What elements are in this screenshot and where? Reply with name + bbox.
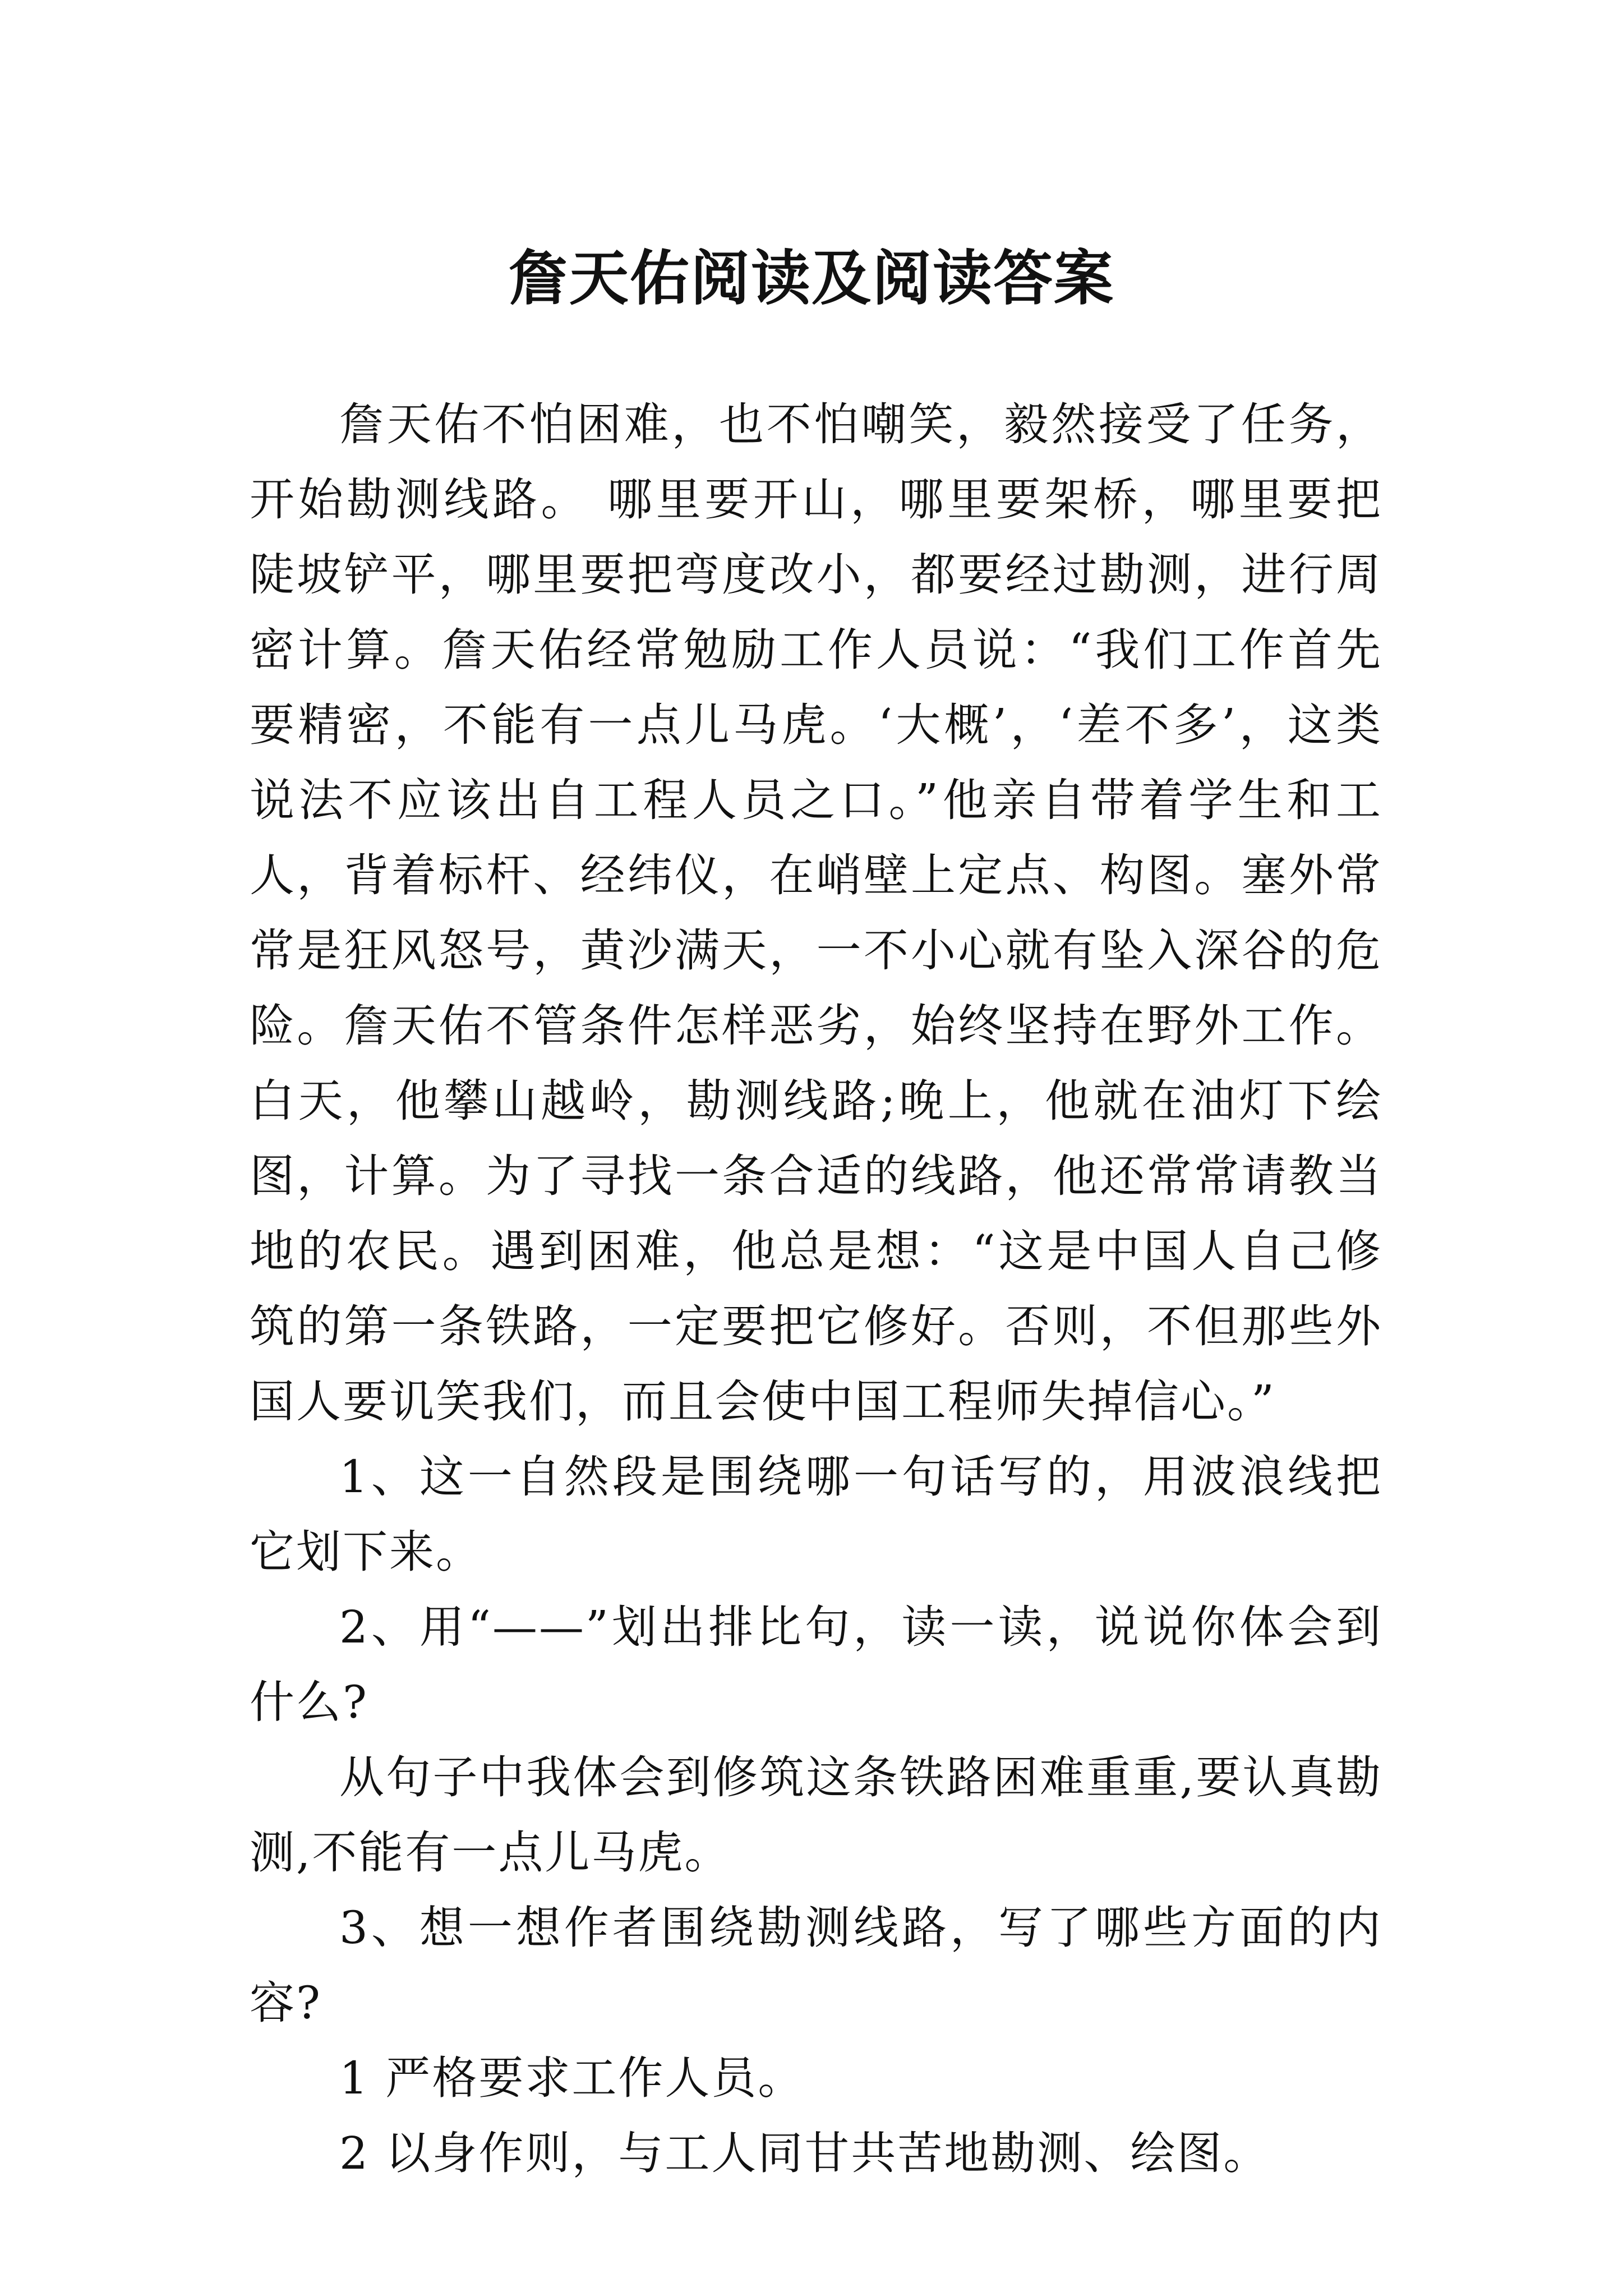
question-1: 1、这一自然段是围绕哪一句话写的，用波浪线把它划下来。 [250,1451,1382,1578]
question-2: 2、用“——”划出排比句，读一读，说说你体会到什么? [250,1601,1382,1728]
passage-paragraph: 詹天佑不怕困难，也不怕嘲笑，毅然接受了任务，开始勘测线路。 哪里要开山，哪里要架桥，哪里要把陡坡铲平，哪里要把弯度改小，都要经过勘测，进行周密计算。詹天佑经常勉励工作人员说：“我们工作首先要精密，不能有一点儿马虎。‘大概’，‘差不多’，这类说法不应该出自工程人员之口。”他亲自带着学生和工人，背着标杆、经纬仪，在峭壁上定点、构图。塞外常常是狂风怒号，黄沙满天，一不小心就有坠入深谷的危险。詹天佑不管条件怎样恶劣，始终坚持在野外工作。白天，他攀山越岭，勘测线路;晚上，他就在油灯下绘图，计算。为了寻找一条合适的线路，他还常常请教当地的农民。遇到困难，他总是想：“这是中国人自己修筑的第一条铁路，一定要把它修好。否则，不但那些外国人要讥笑我们，而且会使中国工程师失掉信心。” [250,398,1382,1428]
answer-3-item-1: 1 严格要求工作人员。 [339,2052,805,2104]
page-title: 詹天佑阅读及阅读答案 [509,243,1114,314]
document-body [250,387,1382,2191]
answer-3-item-2: 2 以身作则，与工人同甘共苦地勘测、绘图。 [339,2127,1270,2179]
question-3: 3、想一想作者围绕勘测线路，写了哪些方面的内容? [250,1902,1382,2029]
answer-2: 从句子中我体会到修筑这条铁路困难重重,要认真勘测,不能有一点儿马虎。 [250,1751,1382,1879]
